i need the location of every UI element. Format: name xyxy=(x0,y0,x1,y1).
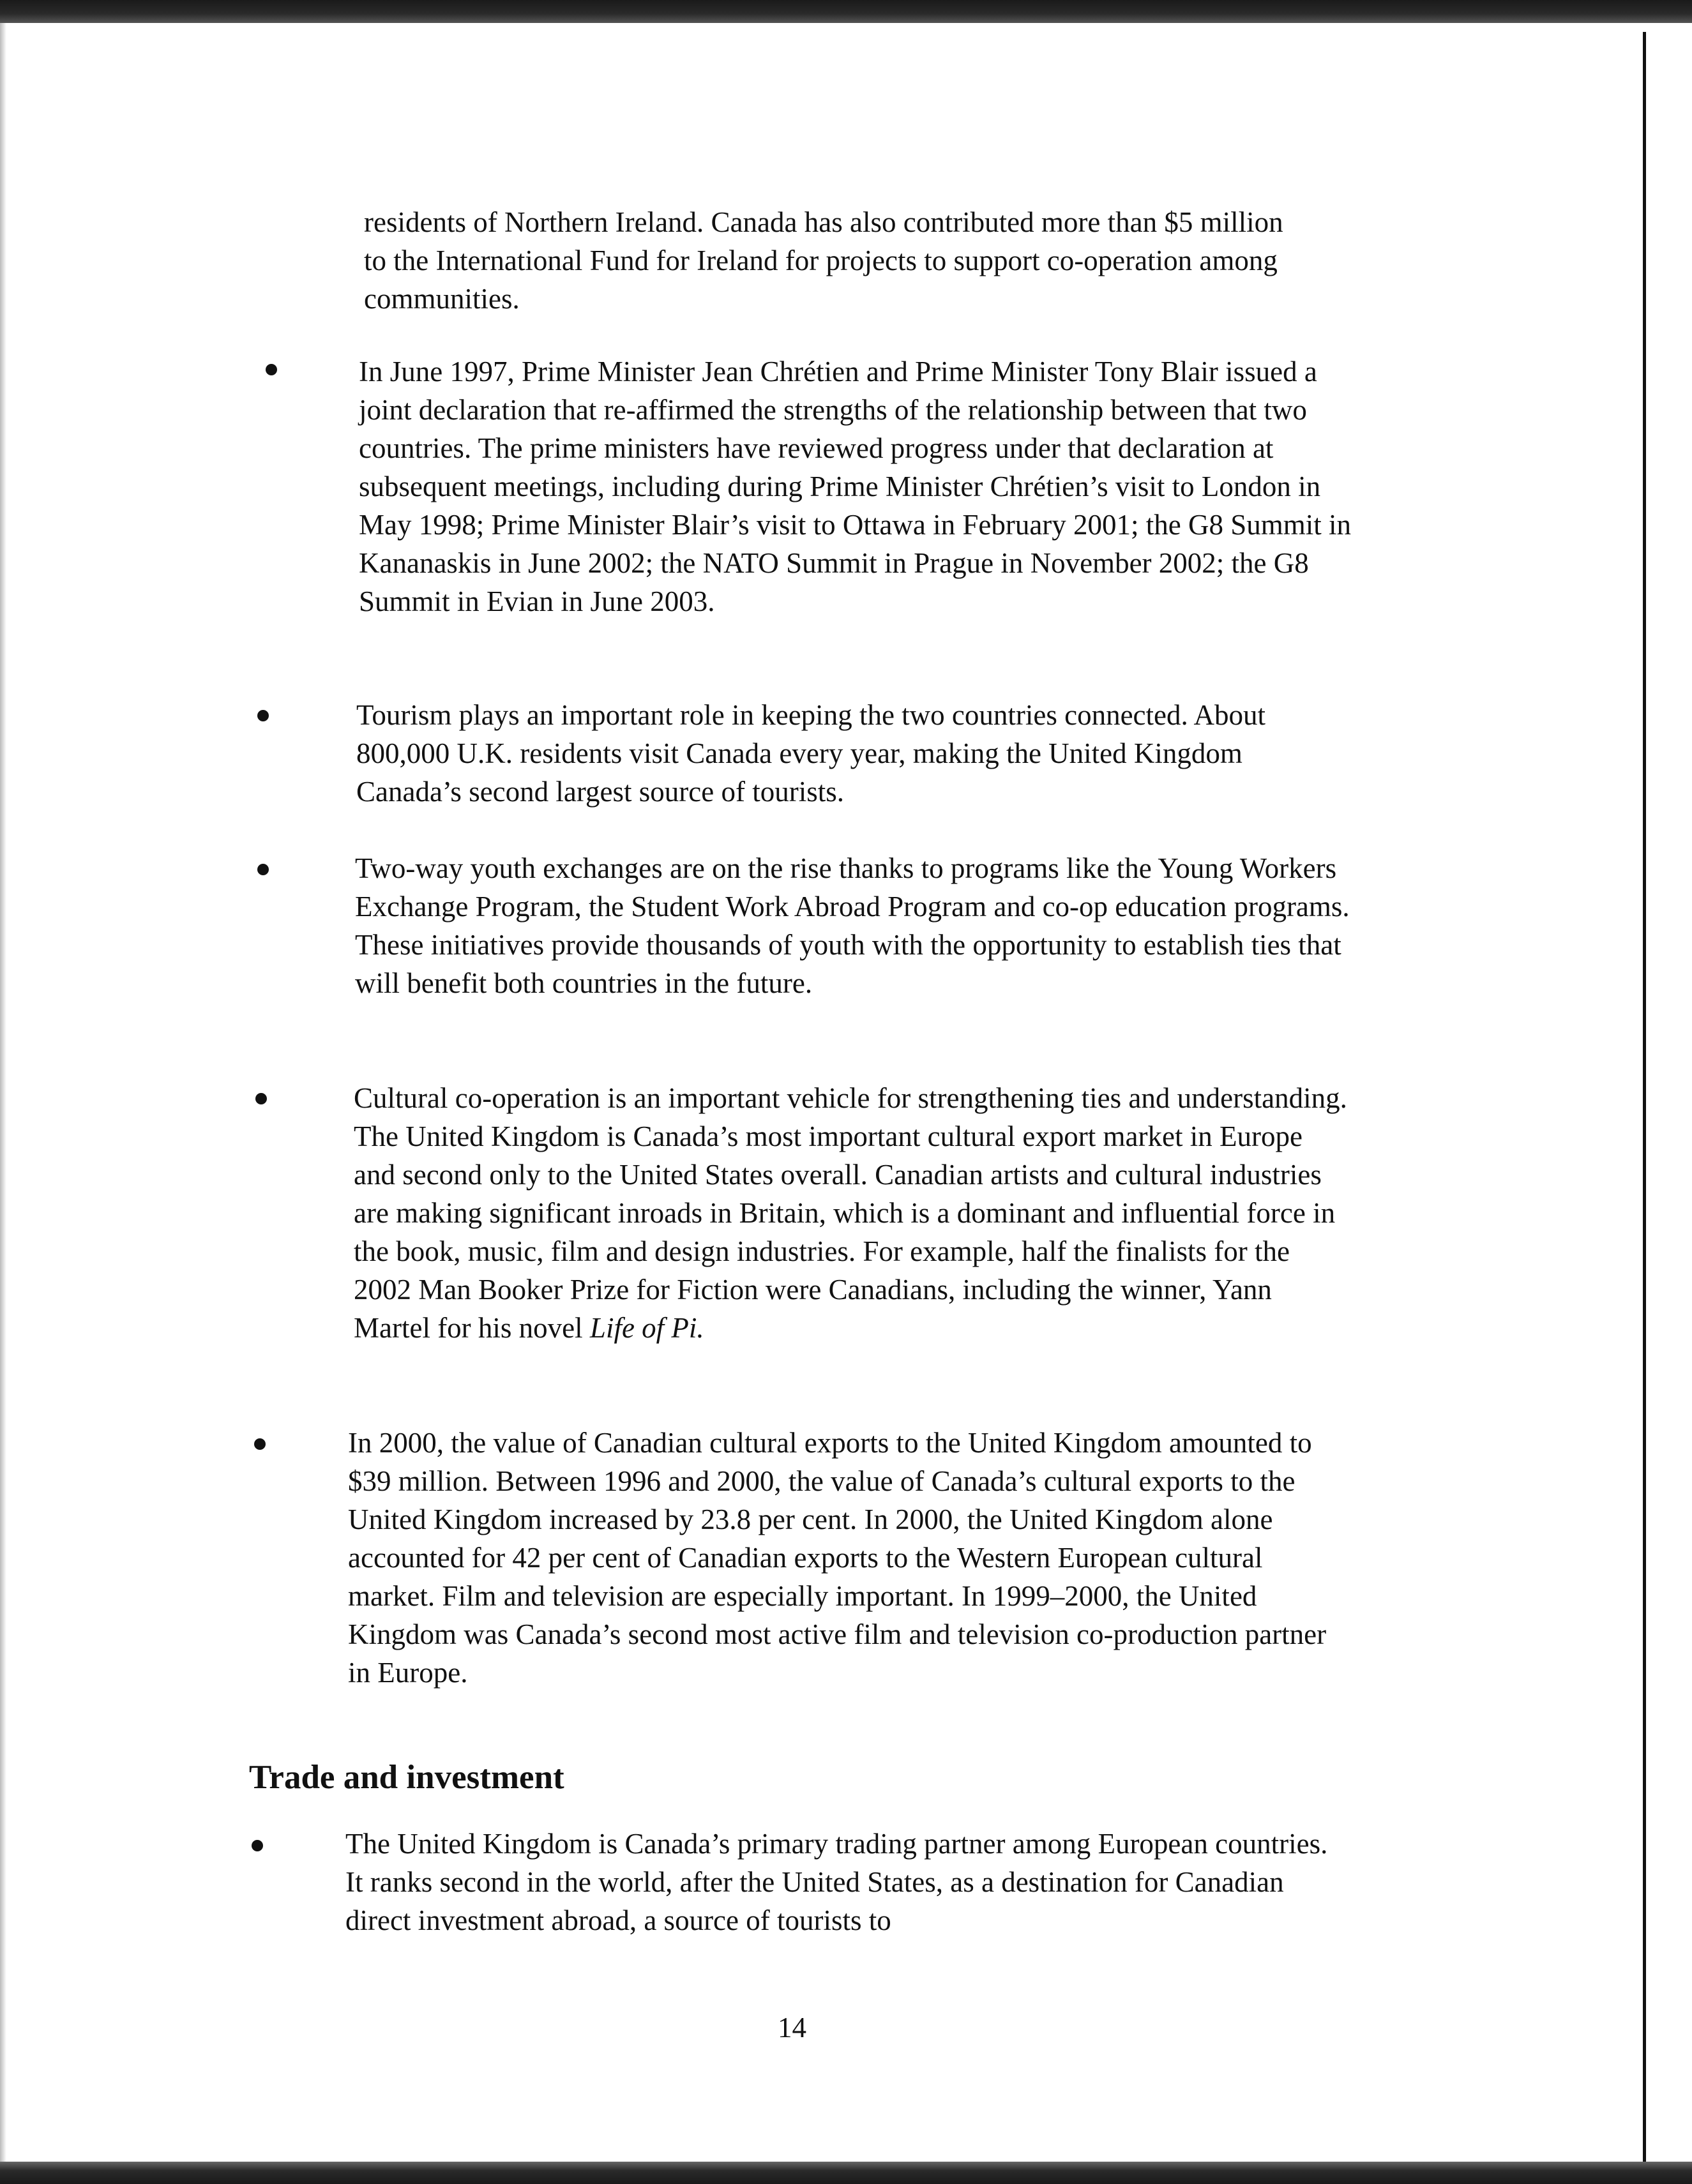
page-number: 14 xyxy=(778,2012,806,2044)
bullet-paragraph-youth-exchanges: Two-way youth exchanges are on the rise thanks to programs like the Young Workers Exchange Program, the Student Work Abroad Program and co-op education programs. These initiatives provide thousands of youth with the opportunity to establish ties that will benefit both countries in the future. xyxy=(355,852,1350,999)
bullet-paragraph-tourism: Tourism plays an important role in keeping the two countries connected. About 800,000 U.K. residents visit Canada every year, making the United Kingdom Canada’s second largest source of tourists. xyxy=(356,699,1266,808)
bullet-dot xyxy=(254,1438,266,1450)
bullet-paragraph-trade: The United Kingdom is Canada’s primary trading partner among European countries. It ranks second in the world, after the United States, as a destination for Canadian direct investment abroad, a source of tourists to xyxy=(345,1828,1328,1936)
bullet-dot xyxy=(255,1093,267,1104)
scan-right-margin xyxy=(1646,23,1692,2162)
bullet-paragraph-joint-declaration: In June 1997, Prime Minister Jean Chrétien and Prime Minister Tony Blair issued a joint declaration that re-affirmed the strengths of the relationship between that two countries. The prime ministers have reviewed progress under that declaration at subsequent meetings, including during Prime Minister Chrétien’s visit to London in May 1998; Prime Minister Blair’s visit to Ottawa in February 2001; the G8 Summit in Kananaskis in June 2002; the NATO Summit in Prague in November 2002; the G8 Summit in Evian in June 2003. xyxy=(359,356,1352,617)
bullet-dot xyxy=(257,864,269,875)
bullet-dot xyxy=(266,364,277,375)
scan-left-edge xyxy=(0,23,6,2162)
book-title: Life of Pi. xyxy=(589,1312,704,1344)
paragraph-continuation: residents of Northern Ireland. Canada has also contributed more than $5 million to the International Fund for Ireland for projects to support co-operation among communities. xyxy=(364,206,1283,315)
bullet-dot xyxy=(252,1840,263,1851)
scan-right-edge-line xyxy=(1643,32,1646,2162)
bullet-paragraph-cultural-cooperation xyxy=(354,1079,1350,1347)
bullet-dot xyxy=(257,710,269,721)
scan-top-edge xyxy=(0,0,1692,23)
bullet-paragraph-cultural-exports: In 2000, the value of Canadian cultural exports to the United Kingdom amounted to $39 million. Between 1996 and 2000, the value of Canada’s cultural exports to the United Kingdom increased by 23.8 per cent. In 2000, the United Kingdom alone accounted for 42 per cent of Canadian exports to the Western European cultural market. Film and television are especially important. In 1999–2000, the United Kingdom was Canada’s second most active film and television co-production partner in Europe. xyxy=(348,1427,1327,1689)
scan-bottom-edge xyxy=(0,2162,1692,2184)
section-heading: Trade and investment xyxy=(249,1759,564,1796)
cultural-cooperation-text: Cultural co-operation is an important vehicle for strengthening ties and understanding. The United Kingdom is Canada’s most important cultural export market in Europe and second only to the United States overall. Canadian artists and cultural industries are making significant inroads in Britain, which is a dominant and influential force in the book, music, film and design industries. For example, half the finalists for the 2002 Man Booker Prize for Fiction were Canadians, including the winner, Yann Martel for his novel xyxy=(354,1082,1347,1344)
